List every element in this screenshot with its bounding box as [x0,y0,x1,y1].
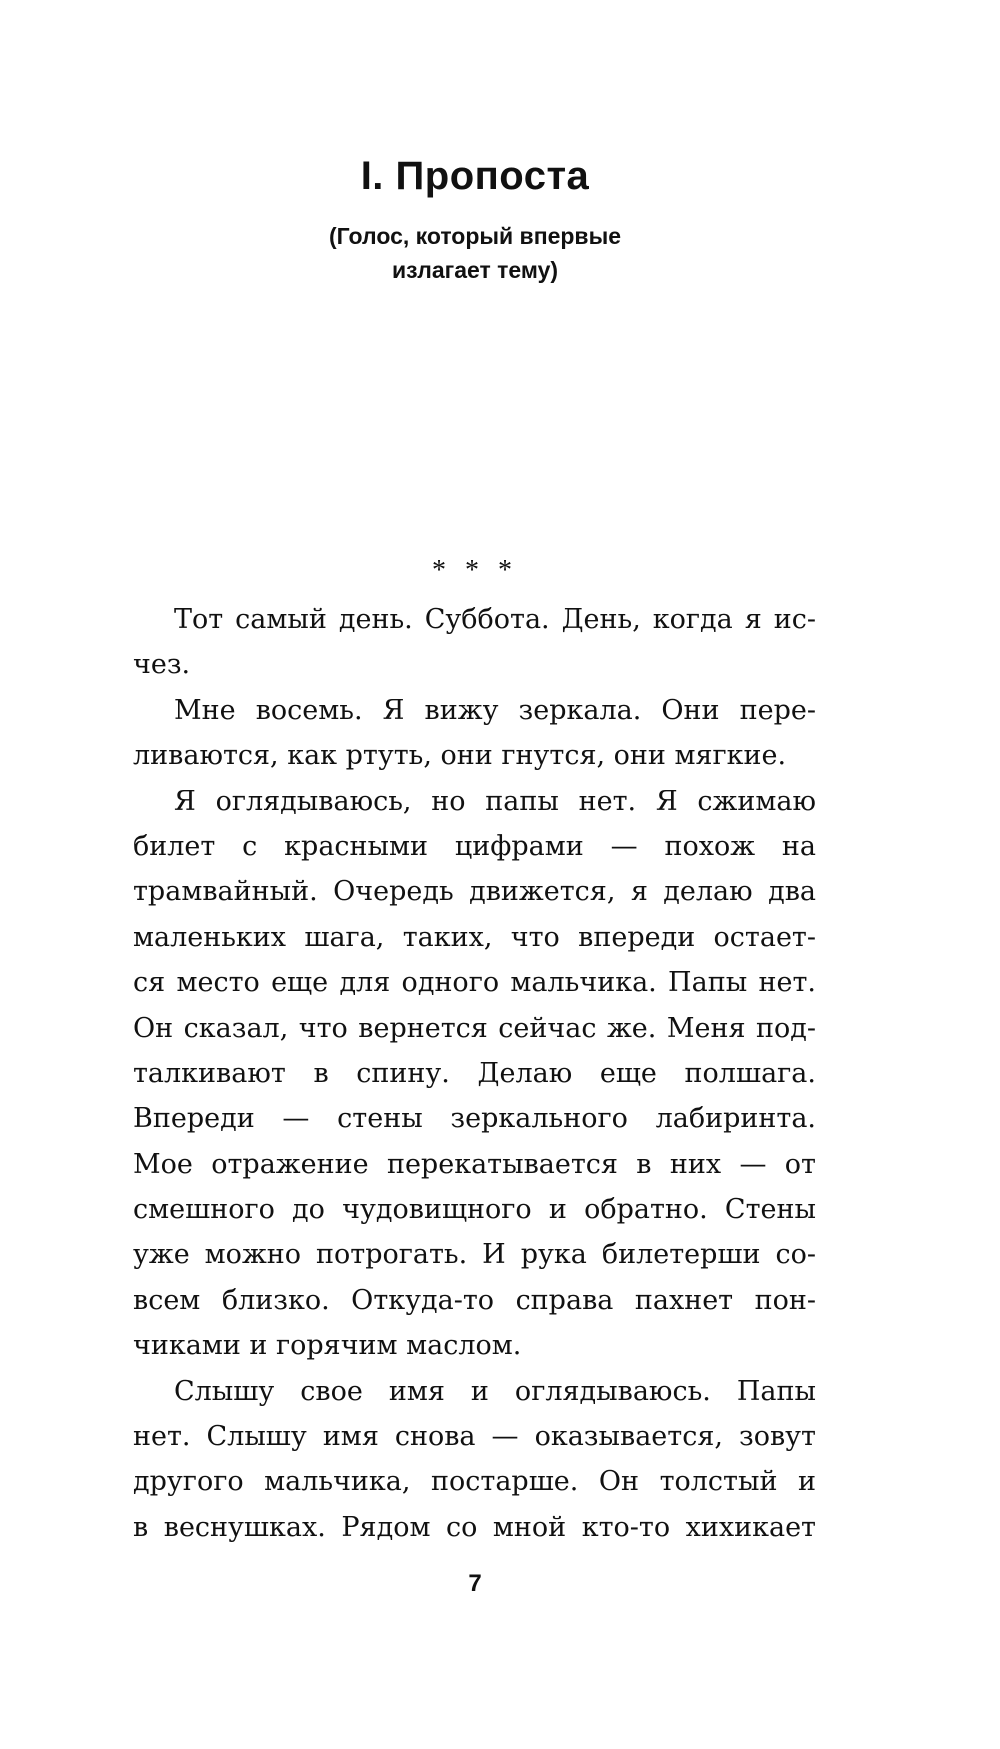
chapter-subtitle-line: излагает тему) [391,257,559,283]
page-number: 7 [468,1570,482,1597]
text-line: Впереди — стены зеркального лабиринта. [133,1103,816,1135]
body-text [133,597,816,1550]
text-line: Мне восемь. Я вижу зеркала. Они пере- [174,694,816,726]
text-line: чиками и горячим маслом. [133,1330,522,1362]
text-line: Я оглядываюсь, но папы нет. Я сжимаю [174,785,816,817]
text-line: Слышу свое имя и оглядываюсь. Папы [174,1375,816,1407]
text-line: трамвайный. Очередь движется, я делаю два [133,876,816,908]
text-line: маленьких шага, таких, что впереди остает- [133,921,816,953]
text-line: Он сказал, что вернется сейчас же. Меня под- [133,1012,816,1044]
text-line: талкивают в спину. Делаю еще полшага. [133,1057,816,1089]
text-line: Мое отражение перекатывается в них — от [133,1148,816,1180]
text-line: билет с красными цифрами — похож на [133,830,816,862]
chapter-subtitle [0,219,950,287]
text-line: чез. [133,649,191,681]
text-line: нет. Слышу имя снова — оказывается, зовут [133,1421,816,1453]
text-line: ся место еще для одного мальчика. Папы нет. [133,967,816,999]
text-line: в веснушках. Рядом со мной кто-то хихикает [133,1511,816,1543]
section-separator: * * * [432,555,518,586]
text-line: всем близко. Откуда-то справа пахнет пон- [133,1284,816,1316]
text-line: другого мальчика, постарше. Он толстый и [133,1466,816,1498]
text-line: уже можно потрогать. И рука билетерши со- [133,1239,816,1271]
chapter-subtitle-line: (Голос, который впервые [328,223,621,249]
text-line: Тот самый день. Суббота. День, когда я ис- [174,604,816,635]
chapter-title: I. Пропоста [360,154,590,198]
text-line: смешного до чудовищного и обратно. Стены [133,1194,816,1226]
text-line: ливаются, как ртуть, они гнутся, они мягкие. [133,740,787,772]
